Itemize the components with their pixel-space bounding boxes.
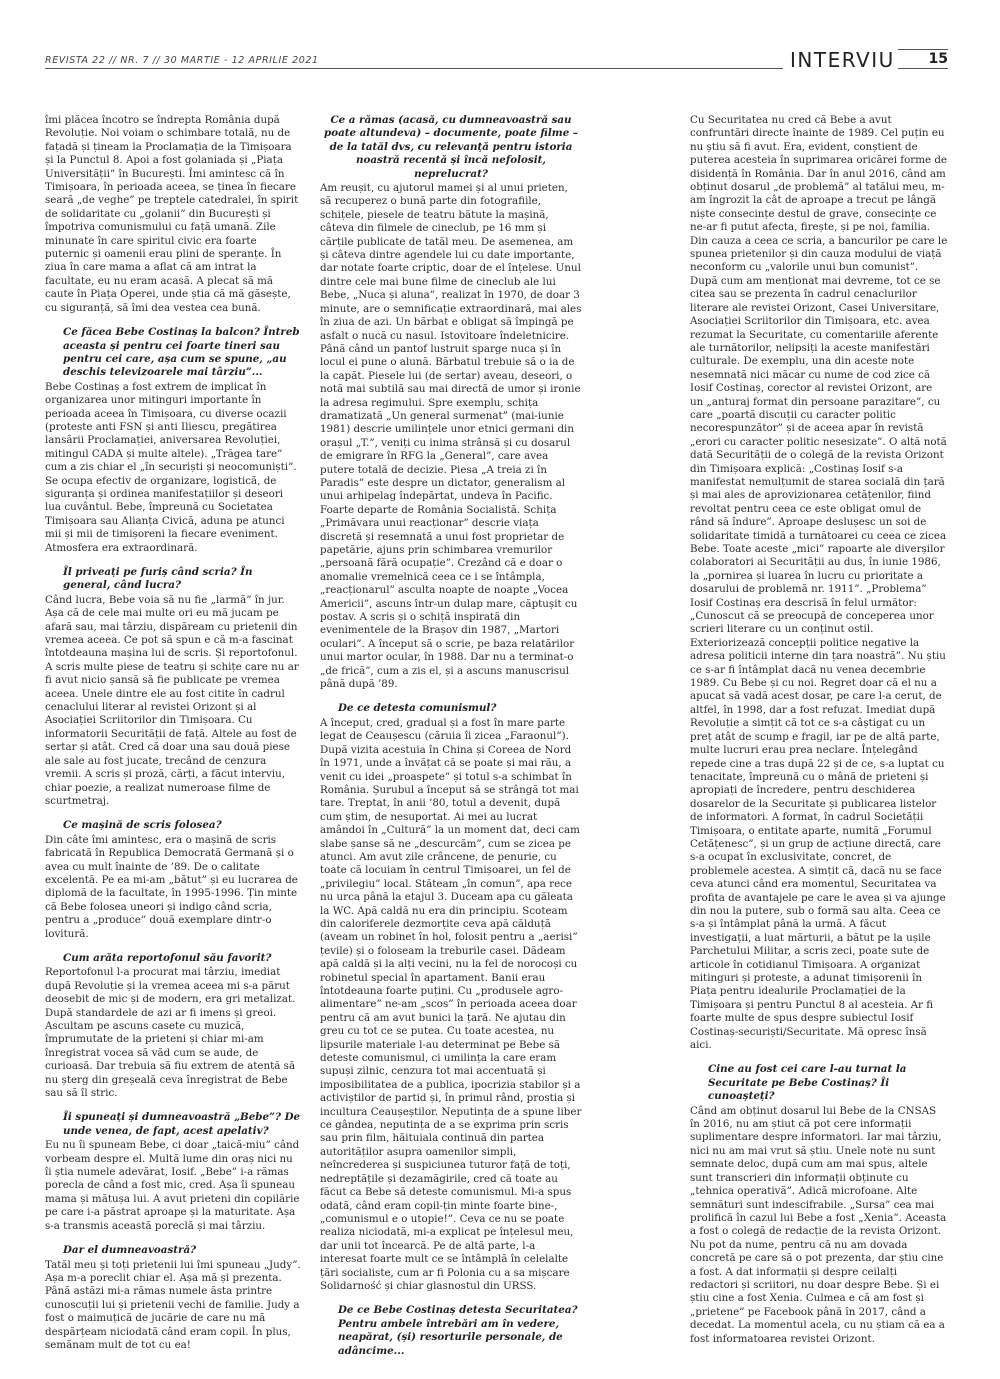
interview-question: Cum arăta reportofonul său favorit? — [63, 951, 272, 964]
interview-question: De ce Bebe Costinaș detesta Securitatea? Pentru ambele întrebări am în vedere, neapărat, (și) resorturile personale, de adâncime... — [338, 1304, 578, 1357]
interview-question: Cine au fost cei care l-au turnat la Securitate pe Bebe Costinaș? Îi cunoașteți? — [708, 1063, 907, 1103]
interview-question: Îl priveați pe furiș când scria? În general, când lucra? — [63, 566, 253, 592]
answer-paragraph: Cu Securitatea nu cred că Bebe a avut confruntări directe înainte de 1989. Cel puțin eu nu știu să fi avut. Era, evident, conștient de puterea acesteia în suprimarea oricărei forme de disidență în România. Dar în anul 2016, când am obținut dosarul „de problemă” al tatălui meu, m-am îngrozit la cât de aproape a trecut pe lângă niște consecințe destul de grave, consecințe ce ne-ar fi putut afecta, firește, și pe noi, familia. Din cauza a ceea ce scria, a bancurilor pe care le spunea prietenilor și din cauza modului de viață neconform cu „valorile unui bun comunist”. După cum am menționat mai devreme, tot ce se citea sau se prezenta în cadrul cenaclurilor literare ale revistei Orizont, Casei Universitare, Asociației Scriitorilor din Timișoara, etc. avea rezumat la Securitate, cu comentariile aferente ale turnătorilor, nelipsiți la aceste manifestări culturale. De exemplu, una din aceste note nesemnată nici măcar cu nume de cod zice că Iosif Costinaș, corector al revistei Orizont, are un „anturaj format din persoane parazitare”, cu care „poartă discuții cu caracter politic necorespunzător” și de aceea apar în revistă „erori cu caracter politic nesesizate”. O altă notă dată Securității de o colegă de la revista Orizont din Timișoara explică: „Costinaș Iosif s-a manifestat nemulțumit de starea socială din țară și mai ales de aprovizionarea cetățenilor, fiind revoltat pentru ceea ce este obligat omul de rând să îndure”. Aproape deslușesc un soi de solidaritate timidă a turnătoarei cu ceea ce zicea Bebe. Toate aceste „mici” rapoarte ale diverșilor colaboratori ai Securității au dus, în iunie 1986, la „pornirea și luarea în lucru cu prioritate a dosarului de problemă nr. 1911”. „Problema” Iosif Costinaș era descrisă în felul următor: „Cunoscut că se preocupă de conceperea unor scrieri literare cu un conținut ostil. Exteriorizează concepții politice negative la adresa politicii interne din țara noastră”. Nu știu ce s-ar fi întâmplat dacă nu venea decembrie 1989. Cu Bebe și cu noi. Regret doar că el nu a apucat să vadă acest dosar, pe care l-a cerut, de altfel, în 1998, dar a fost refuzat. Imediat după Revoluție a simțit că tot ce s-a câștigat cu un preț atât de scump e fragil, iar pe de altă parte, multe lucruri erau prea neclare. Înțelegând repede cine a tras după 22 și de ce, s-a luptat cu tenacitate, împreună cu o mână de prieteni și apropiați de încredere, pentru deschiderea dosarelor de la Securitate și publicarea listelor de informatori. A format, în cadrul Societății Timișoara, o entitate aparte, numită „Forumul Cetățenesc”, și un grup de acțiune directă, care s-a ocupat în exclusivitate, concret, de problemele acestea. A simțit că, dacă nu se face ceva atunci când era momentul, Securitatea va profita de avantajele pe care le avea și va ajunge din nou la putere, sub o formă sau alta. Ceea ce s-a și întâmplat până la urmă. A făcut investigații, a luat mărturii, a bătut pe la ușile Parchetului Militar, a scris zeci, poate sute de articole în cotidianul Timișoara. A organizat mitinguri și proteste, a adunat timișorenii în Piața pentru idealurile Proclamației de la Timișoara și pentru Punctul 8 al acesteia. Ar fi foarte multe de spus despre subiectul Iosif Costinaș-securiști/Securitate. Mă opresc însă aici. — [690, 114, 948, 1052]
section-label: INTERVIU — [790, 48, 895, 72]
column-3 — [690, 114, 948, 1346]
answer-paragraph: Eu nu îi spuneam Bebe, ci doar „taică-miu” când vorbeam despre el. Multă lume din oraș nici nu îi știa numele adevărat, Iosif. „Bebe” i-a rămas porecla de când a fost mic, cred. Așa îi spuneau mama și mătușa lui. A avut prieteni din copilărie pe care i-a păstrat aproape și la maturitate. Așa s-a transmis această poreclă și mai târziu. — [45, 1139, 300, 1232]
running-head: REVISTA 22 // NR. 7 // 30 MARTIE - 12 APRILIE 2021 — [45, 55, 319, 66]
answer-paragraph: Din câte îmi amintesc, era o mașină de scris fabricată în Republica Democrată Germană și o avea cu mult înainte de ’89. De o calitate excelentă. Pe ea mi-am „bătut” și eu lucrarea de diplomă de la facultate, în 1995-1996. Țin minte că Bebe folosea uneori și indigo când scria, pentru a „produce” două exemplare dintr-o lovitură. — [45, 833, 298, 940]
answer-paragraph: Reportofonul l-a procurat mai târziu, imediat după Revoluție și la vremea aceea mi s-a părut deosebit de mic și de modern, era gri metalizat. După standardele de azi ar fi imens și greoi. Ascultam pe ascuns casete cu muzică, împrumutate de la prieteni și chiar mi-am înregistrat vocea să văd cum se aude, de curioasă. Dar trebuia să fiu extrem de atentă să nu șterg din greșeală ceva înregistrat de Bebe sau să îl stric. — [45, 966, 296, 1100]
answer-paragraph: Când am obținut dosarul lui Bebe de la CNSAS în 2016, nu am știut că pot cere informații suplimentare despre informatori. Iar mai târziu, nici nu am mai vrut să știu. Unele note nu sunt semnate deloc, după cum am mai spus, altele sunt transcrieri din informații obținute cu „tehnica operativă”. Adică microfoane. Alte semnături sunt indescifrabile. „Sursa” cea mai prolifică în cazul lui Bebe a fost „Xenia”. Aceasta a fost o colegă de redacție de la revista Orizont. Nu pot da nume, pentru că nu am dovada concretă pe care să o pot prezenta, dar știu cine a fost. A dat informații și despre ceilalți redactori și scriitori, nu doar despre Bebe. Și ei știu cine a fost Xenia. Culmea e că am fost și „prietene” pe Facebook până în 2017, când a decedat. La momentul acela, cu nu știam că ea a fost informatoarea revistei Orizont. — [690, 1104, 947, 1345]
answer-paragraph: îmi plăcea încotro se îndrepta România după Revoluție. Noi voiam o schimbare totală, nu de fațadă și țineam la Proclamația de la Timișoara și la Punctul 8. Apoi a fost golaniada și „Piața Universității” în București. Îmi amintesc că în Timișoara, în perioada aceea, se ținea în fiecare seară „de veghe” pe treptele catedralei, în spirit de solidaritate cu „golanii” din București și împotriva comunismului cu față umană. Zile minunate în care spiritul civic era foarte puternic și oamenii erau plini de speranțe. În ziua în care mama a aflat că am intrat la facultate, eu nu eram acasă. A plecat să mă caute în Piața Operei, unde știa că mă găsește, cu siguranță, să îmi dea vestea cea bună. — [45, 114, 299, 314]
interview-question: Ce mașină de scris folosea? — [63, 819, 222, 832]
interview-question: Îi spuneați și dumneavoastră „Bebe”? De unde venea, de fapt, acest apelativ? — [63, 1111, 301, 1137]
column-2 — [320, 114, 582, 1359]
answer-paragraph: Când lucra, Bebe voia să nu fie „larmă” în jur. Așa că de cele mai multe ori eu mă jucam pe afară sau, mai târziu, dispăream cu prietenii din vremea aceea. Ce pot să spun e că m-a fascinat întotdeauna mașina lui de scris. Și reportofonul. A scris multe piese de teatru și schițe care nu ar fi avut nicio șansă să fie publicate pe vremea aceea. Unele dintre ele au fost citite în cadrul cenaclului literar al revistei Orizont și al Asociației Scriitorilor din Timișoara. Cu informatorii Securității de față. Altele au fost de sertar și atât. Cred că doar una sau două piese ale sale au fost jucate, trecând de cenzura vremii. A scris și proză, cărți, a făcut interviu, chiar poezie, a realizat numeroase filme de scurtmetraj. — [45, 593, 299, 807]
interview-question: Ce făcea Bebe Costinaș la balcon? Întreb aceasta și pentru cei foarte tineri sau pentru cei care, așa cum se spune, „au deschis televizoarele mai târziu”... — [63, 326, 300, 379]
page-number-rule-top — [898, 49, 948, 50]
answer-paragraph: Tatăl meu și toți prietenii lui îmi spuneau „Judy”. Așa m-a poreclit chiar el. Așa mă și prezenta. Până astăzi mi-a rămas numele ăsta printre cunoscuții lui și prietenii vechi de familie. Judy a fost o maimuțică de jucărie de care nu mă despărțeam niciodată când eram copil. În plus, semănam mult de tot cu ea! — [45, 1258, 301, 1351]
interview-question: Ce a rămas (acasă, cu dumneavoastră sau poate altundeva) – documente, poate filme – de la tatăl dvs, cu relevanță pentru istoria noastră recentă și încă nefolosit, neprelucrat? — [324, 114, 578, 180]
answer-paragraph: Bebe Costinaș a fost extrem de implicat în organizarea unor mitinguri importante în perioada aceea în Timișoara, cu diverse ocazii (proteste anti FSN și anti Iliescu, pregătirea lansării Proclamației, aniversarea Revoluției, mitingul CADA și multe altele). „Trăgea tare” cum a zis chiar el „în securiști și neocomuniști”. Se ocupa efectiv de organizare, logistică, de siguranța și ordinea manifestațiilor și deseori lua cuvântul. Bebe, împreună cu Societatea Timișoara sau Alianța Civică, aduna pe atunci mii și mii de timișoreni la fiecare eveniment. Atmosfera era extraordinară. — [45, 380, 297, 554]
answer-paragraph: A început, cred, gradual și a fost în mare parte legat de Ceaușescu (căruia îi zicea „Faraonul”). După vizita acestuia în China și Coreea de Nord în 1971, unde a învățat că se poate și mai rău, a venit cu idei „proaspete” și totul s-a schimbat în România. Șurubul a început să se strângă tot mai tare. Treptat, în anii ’80, totul a devenit, după cum știm, de nesuportat. Ai mei au lucrat amândoi în „Cultură” la un moment dat, deci cam slabe șanse să ne „descurcăm”, cum se zicea pe atunci. Am avut zile crâncene, de penurie, cu toate că locuiam în centrul Timișoarei, un fel de „privilegiu” local. Stăteam „în comun”, apa rece nu urca până la etajul 3. Duceam apa cu găleata la WC. Apă caldă nu era din principiu. Scoteam din caloriferele dezmorțite ceva apă călduță (aveam un robinet în hol, folosit pentru a „aerisi” țevile) și o foloseam la treburile casei. Dădeam apă caldă și la alți vecini, nu la fel de norocoși cu robinetul special în apartament. Banii erau întotdeauna foarte puțini. Cu „produsele agro-alimentare” ne-am „scos” în perioada aceea doar pentru că am avut bunici la țară. Ne ajutau din greu cu tot ce se putea. Cu toate acestea, nu lipsurile materiale l-au determinat pe Bebe să deteste comunismul, ci umilința la care eram supuși zilnic, cenzura tot mai accentuată și imposibilitatea de a publica, ipocrizia stabilor și a activiștilor de partid și, în primul rând, prostia și incultura Ceaușeștilor. Neputința de a spune liber ce gândea, neputința de a se exprima prin scris sau prin film, hăituiala continuă din partea autorităților asupra oamenilor simpli, neîncrederea și suspiciunea tuturor față de toți, nedreptățile și dezamăgirile, cred că toate au făcut ca Bebe să deteste comunismul. Mi-a spus odată, când eram copil-țin minte foarte bine-, „comunismul e o utopie!”. Ceva ce nu se poate realiza niciodată, mi-a explicat pe înțelesul meu, dar unii tot încearcă. Pe de altă parte, l-a interesat foarte mult ce se întâmplă în celelalte țări socialiste, cum ar fi Polonia cu a sa mișcare Solidarność și chiar glasnostul din URSS. — [320, 716, 582, 1292]
page-number-rule-bottom — [898, 68, 948, 69]
column-1 — [45, 114, 301, 1352]
interview-question: Dar el dumneavoastră? — [63, 1244, 197, 1257]
interview-question: De ce detesta comunismul? — [338, 702, 497, 715]
answer-paragraph: Am reușit, cu ajutorul mamei și al unui prieten, să recuperez o bună parte din fotografiile, schițele, piesele de teatru bătute la mașină, câteva din filmele de cineclub, pe 16 mm și cărțile publicate de tatăl meu. De asemenea, am și câteva dintre agendele lui cu date importante, dar notate foarte criptic, doar de el înțelese. Unul dintre cele mai bune filme de cineclub ale lui Bebe, „Nuca și aluna”, realizat în 1970, de doar 3 minute, are o semnificație extraordinară, mai ales în ziua de azi. Un bărbat e obligat să împingă pe asfalt o nucă cu nasul. Istovitoare îndeletnicire. Până când un pantof lustruit sparge nuca și în locul ei pune o alună. Bărbatul trebuie să o ia de la capăt. Piesele lui (de sertar) aveau, deseori, o notă mai subtilă sau mai directă de umor și ironie la adresa regimului. Spre exemplu, schița dramatizată „Un general surmenat” (mai-iunie 1981) descrie umilințele unor etnici germani din orașul „T.”, veniți cu inima strânsă și cu dosarul de emigrare în RFG la „General”, care avea putere totală de decizie. Piesa „A treia zi în Paradis” este despre un dictator, generalism al unui arhipelag îndepărtat, undeva în Pacific. Foarte departe de România Socialistă. Schița „Primăvara unui reacționar” descrie viața discretă și resemnată a unui fost proprietar de papetărie, ajuns prin schimbarea vremurilor „persoană fără ocupație”. Crezând că e doar o anomalie vremelnică ceea ce i se întâmpla, „reacționarul” asculta noapte de noapte „Vocea Americii”, ascuns într-un dulap mare, căptușit cu postav. A scris și o schiță inspirată din evenimentele de la Brașov din 1987, „Martori oculari”. A început să o scrie, pe baza relatărilor unui martor ocular, în 1988. Dar nu a terminat-o „de frică”, cum a zis el, și a ascuns manuscrisul până după ’89. — [320, 182, 582, 691]
header-rule — [45, 68, 783, 69]
page-number: 15 — [928, 51, 948, 67]
